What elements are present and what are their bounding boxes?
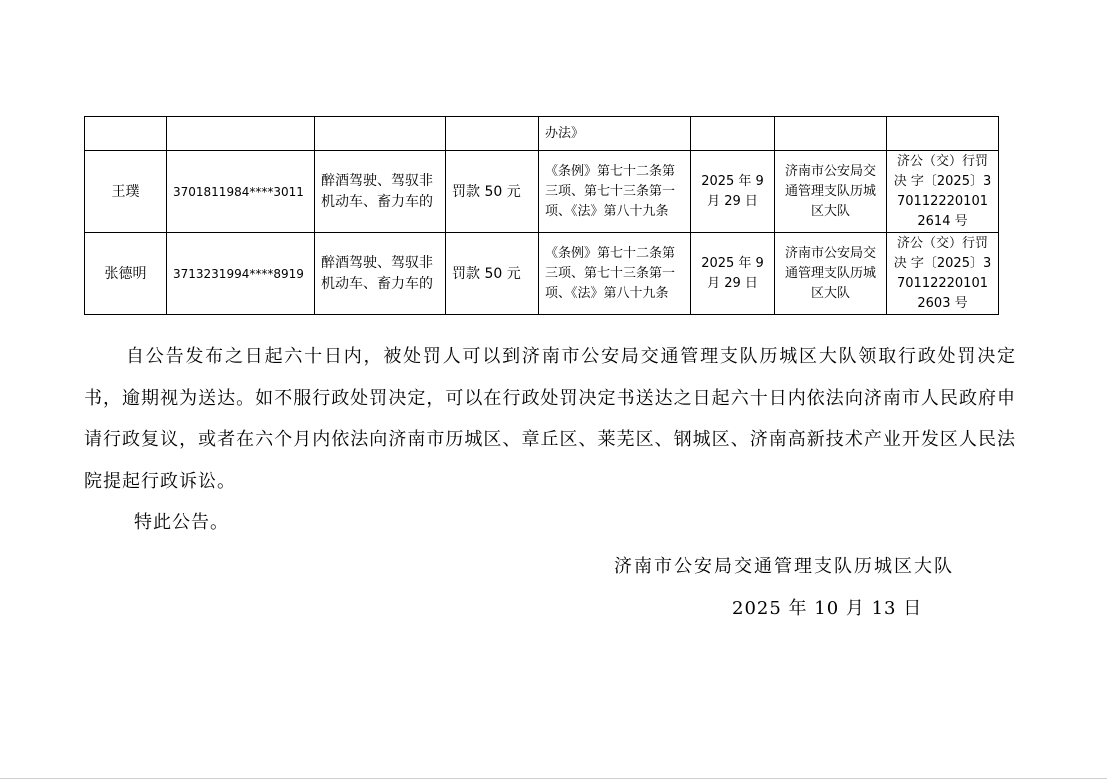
cell-decision-empty — [887, 117, 999, 151]
cell-id-number: 3713231994****8919 — [167, 233, 315, 315]
cell-name: 张德明 — [85, 233, 167, 315]
closing-line: 特此公告。 — [134, 512, 229, 533]
cell-legal-basis: 《条例》第七十二条第三项、第七十三条第一项、《法》第八十九条 — [539, 151, 691, 233]
cell-date-empty — [691, 117, 775, 151]
cell-violation: 醉酒驾驶、驾驭非机动车、畜力车的 — [315, 151, 446, 233]
page-bottom-divider — [0, 778, 1107, 779]
cell-id-number: 3701811984****3011 — [167, 151, 315, 233]
cell-legal-basis: 《条例》第七十二条第三项、第七十三条第一项、《法》第八十九条 — [539, 233, 691, 315]
notice-paragraph: 自公告发布之日起六十日内，被处罚人可以到济南市公安局交通管理支队历城区大队领取行政处罚决定书，逾期视为送达。如不服行政处罚决定，可以在行政处罚决定书送达之日起六十日内依法向济南市人民政府申请行政复议，或者在六个月内依法向济南市历城区、章丘区、莱芜区、钢城区、济南高新技术产业开发区人民法院提起行政诉讼。 — [84, 346, 1016, 492]
cell-date: 2025 年 9 月 29 日 — [691, 151, 775, 233]
cell-basis-continuation: 办法》 — [539, 117, 691, 151]
cell-name: 王璞 — [85, 151, 167, 233]
table-row — [85, 151, 999, 233]
cell-authority-empty — [775, 117, 887, 151]
cell-name-empty — [85, 117, 167, 151]
cell-violation-empty — [315, 117, 446, 151]
table-row — [85, 233, 999, 315]
cell-penalty: 罚款 50 元 — [446, 233, 539, 315]
penalty-table — [84, 116, 999, 315]
cell-decision-number: 济公（交）行罚决 字〔2025〕3701122201012614 号 — [887, 151, 999, 233]
cell-id-empty — [167, 117, 315, 151]
cell-decision-number: 济公（交）行罚决 字〔2025〕3701122201012603 号 — [887, 233, 999, 315]
cell-authority: 济南市公安局交通管理支队历城区大队 — [775, 151, 887, 233]
cell-violation: 醉酒驾驶、驾驭非机动车、畜力车的 — [315, 233, 446, 315]
table-row-continuation — [85, 117, 999, 151]
cell-penalty: 罚款 50 元 — [446, 151, 539, 233]
cell-date: 2025 年 9 月 29 日 — [691, 233, 775, 315]
signature-organization: 济南市公安局交通管理支队历城区大队 — [614, 556, 954, 577]
cell-penalty-empty — [446, 117, 539, 151]
cell-authority: 济南市公安局交通管理支队历城区大队 — [775, 233, 887, 315]
signature-date: 2025 年 10 月 13 日 — [732, 598, 923, 619]
